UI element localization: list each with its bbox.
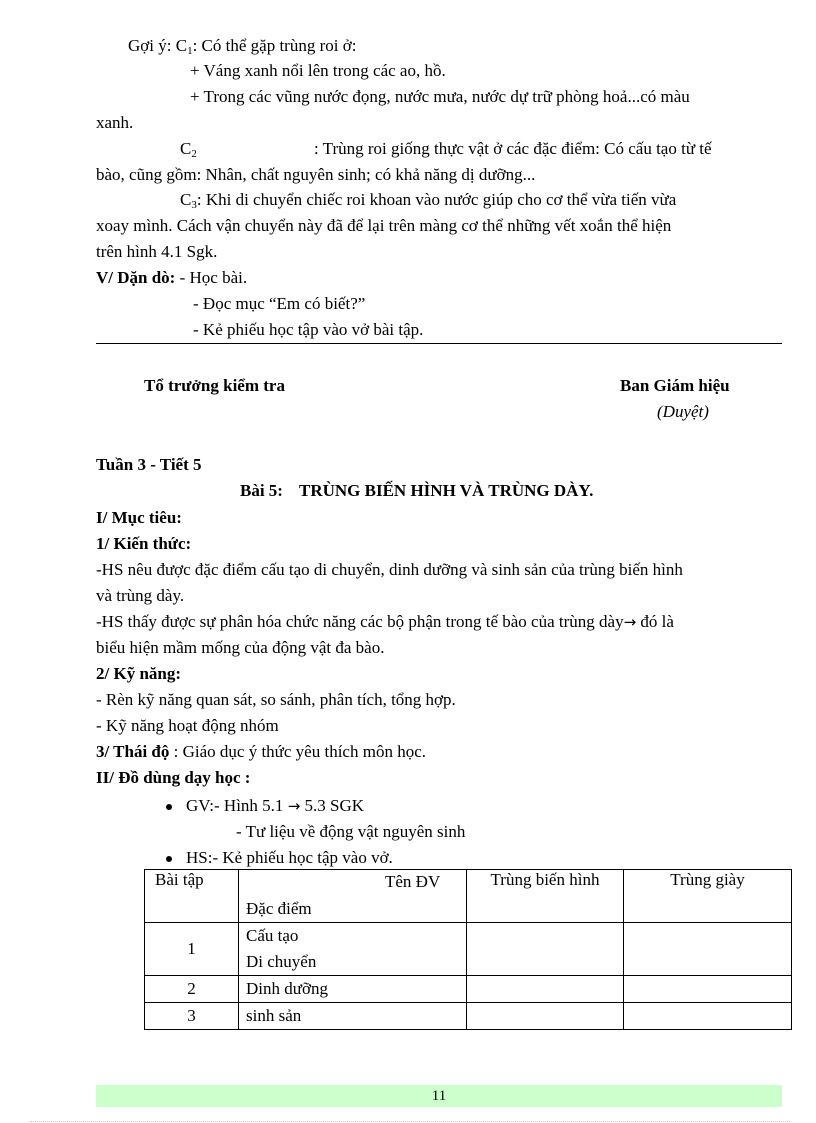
table-cell-empty	[467, 976, 624, 1003]
hint-c3-cont-1: xoay mình. Cách vận chuyển này đã để lại trên màng cơ thể những vết xoắn thể hiện	[96, 216, 672, 235]
hint-c3-text: : Khi di chuyển chiếc roi khoan vào nước giúp cho cơ thể vừa tiến vừa	[196, 190, 677, 209]
hint-c3-letter: C	[180, 190, 192, 209]
homework-item-1: - Học bài.	[175, 268, 248, 287]
table-cell-empty	[624, 1003, 792, 1030]
section-divider	[96, 343, 782, 344]
bullet-icon	[166, 804, 172, 810]
attitude-text: : Giáo dục ý thức yêu thích môn học.	[169, 742, 426, 761]
homework-item-3: - Kẻ phiếu học tập vào vở bài tập.	[193, 320, 424, 339]
knowledge-2a-line	[96, 612, 674, 632]
row-2-feature: Dinh dưỡng	[246, 979, 328, 998]
hint-c3-sub: 3	[191, 199, 197, 211]
lesson-title-prefix: Bài 5:	[240, 481, 283, 500]
table-cell-empty	[624, 923, 792, 976]
table-cell-feature	[239, 976, 467, 1003]
hint-line-2: + Trong các vũng nước đọng, nước mưa, nước dự trữ phòng hoả...có màu	[190, 87, 690, 106]
hint-line-1: + Váng xanh nổi lên trong các ao, hồ.	[190, 61, 446, 80]
signature-approved: (Duyệt)	[657, 402, 709, 421]
attitude-line	[96, 742, 426, 762]
hint-c2-text: : Trùng roi giống thực vật ở các đặc điểm: Có cấu tạo từ tế	[314, 139, 712, 158]
table-header-exercise	[145, 870, 239, 923]
knowledge-2a-tail: đó là	[636, 612, 674, 631]
objectives-head: I/ Mục tiêu:	[96, 508, 182, 527]
skill-1: - Rèn kỹ năng quan sát, so sánh, phân tích, tổng hợp.	[96, 690, 456, 709]
table-header-exercise-label: Bài tập	[155, 870, 204, 889]
knowledge-1a: -HS nêu được đặc điểm cấu tạo di chuyển, dinh dưỡng và sinh sản của trùng biến hình	[96, 560, 683, 579]
row-2-number: 2	[187, 979, 196, 998]
page-bottom-border	[30, 1121, 790, 1122]
bullet-icon	[166, 856, 172, 862]
materials-hs: HS:- Kẻ phiếu học tập vào vở.	[186, 848, 393, 867]
materials-gv-2: - Tư liệu về động vật nguyên sinh	[236, 822, 466, 841]
skills-head: 2/ Kỹ năng:	[96, 664, 182, 683]
hint-line-3: xanh.	[96, 113, 134, 132]
materials-gv: GV:- Hình 5.1	[186, 796, 288, 815]
signature-right: Ban Giám hiệu	[620, 376, 730, 395]
hint-intro: Gợi ý: C	[128, 36, 188, 55]
materials-gv-tail: 5.3 SGK	[300, 796, 365, 815]
hint-c2-sub: 2	[191, 148, 197, 160]
hint-c2-letter: C	[180, 139, 192, 158]
attitude-head: 3/ Thái độ	[96, 742, 170, 761]
homework-item-2: - Đọc mục “Em có biết?”	[193, 294, 366, 313]
homework-head: V/ Dặn dò:	[96, 268, 176, 287]
table-header-name-label: Tên ĐV	[385, 872, 441, 891]
table-header-row	[145, 870, 792, 923]
hint-intro-line	[128, 36, 356, 56]
table-cell-empty	[624, 976, 792, 1003]
arrow-right-icon: →	[623, 613, 637, 631]
row-3-number: 3	[187, 1006, 196, 1025]
row-1-feature-a: Cấu tạo	[246, 926, 299, 945]
table-row	[145, 1003, 792, 1030]
knowledge-1b: và trùng dày.	[96, 586, 185, 605]
lesson-title: TRÙNG BIẾN HÌNH VÀ TRÙNG DÀY.	[298, 481, 594, 500]
skill-2: - Kỹ năng hoạt động nhóm	[96, 716, 279, 735]
lesson-title-line	[240, 481, 593, 501]
table-header-amoeba-label: Trùng biến hình	[490, 870, 600, 889]
table-header-paramecium-label: Trùng giày	[670, 870, 745, 889]
table-cell-feature	[239, 923, 467, 976]
table-cell-feature	[239, 1003, 467, 1030]
lesson-week: Tuần 3 - Tiết 5	[96, 455, 202, 474]
table-cell-number	[145, 923, 239, 976]
row-1-feature-b: Di chuyển	[246, 952, 317, 971]
table-row	[145, 923, 792, 976]
hint-c1-sub: 1	[187, 45, 193, 57]
materials-gv-line	[186, 796, 364, 816]
signature-left: Tổ trưởng kiểm tra	[144, 376, 285, 395]
table-cell-number	[145, 976, 239, 1003]
table-row	[145, 976, 792, 1003]
table-header-name	[239, 870, 467, 923]
table-cell-empty	[467, 1003, 624, 1030]
worksheet-table	[144, 869, 792, 1030]
table-cell-empty	[467, 923, 624, 976]
homework-line-1	[96, 268, 247, 288]
materials-head: II/ Đồ dùng dạy học :	[96, 768, 251, 787]
table-header-amoeba	[467, 870, 624, 923]
hint-c3-cont-2: trên hình 4.1 Sgk.	[96, 242, 218, 261]
table-header-feature-label: Đặc điểm	[246, 899, 312, 918]
page-footer	[96, 1085, 782, 1107]
hint-c1-text: : Có thể gặp trùng roi ở:	[192, 36, 357, 55]
row-1-number: 1	[187, 939, 196, 958]
table-cell-number	[145, 1003, 239, 1030]
table-header-paramecium	[624, 870, 792, 923]
hint-c2-label	[180, 139, 197, 159]
hint-c3-line	[180, 190, 676, 210]
page-number: 11	[431, 1088, 447, 1104]
arrow-right-icon: →	[287, 797, 301, 815]
knowledge-2b: biểu hiện mầm mống của động vật đa bào.	[96, 638, 385, 657]
row-3-feature: sinh sản	[246, 1006, 302, 1025]
hint-c2-cont: bào, cũng gồm: Nhân, chất nguyên sinh; có khả năng dị dưỡng...	[96, 165, 536, 184]
knowledge-head: 1/ Kiến thức:	[96, 534, 192, 553]
knowledge-2a: -HS thấy được sự phân hóa chức năng các bộ phận trong tế bào của trùng dày	[96, 612, 624, 631]
